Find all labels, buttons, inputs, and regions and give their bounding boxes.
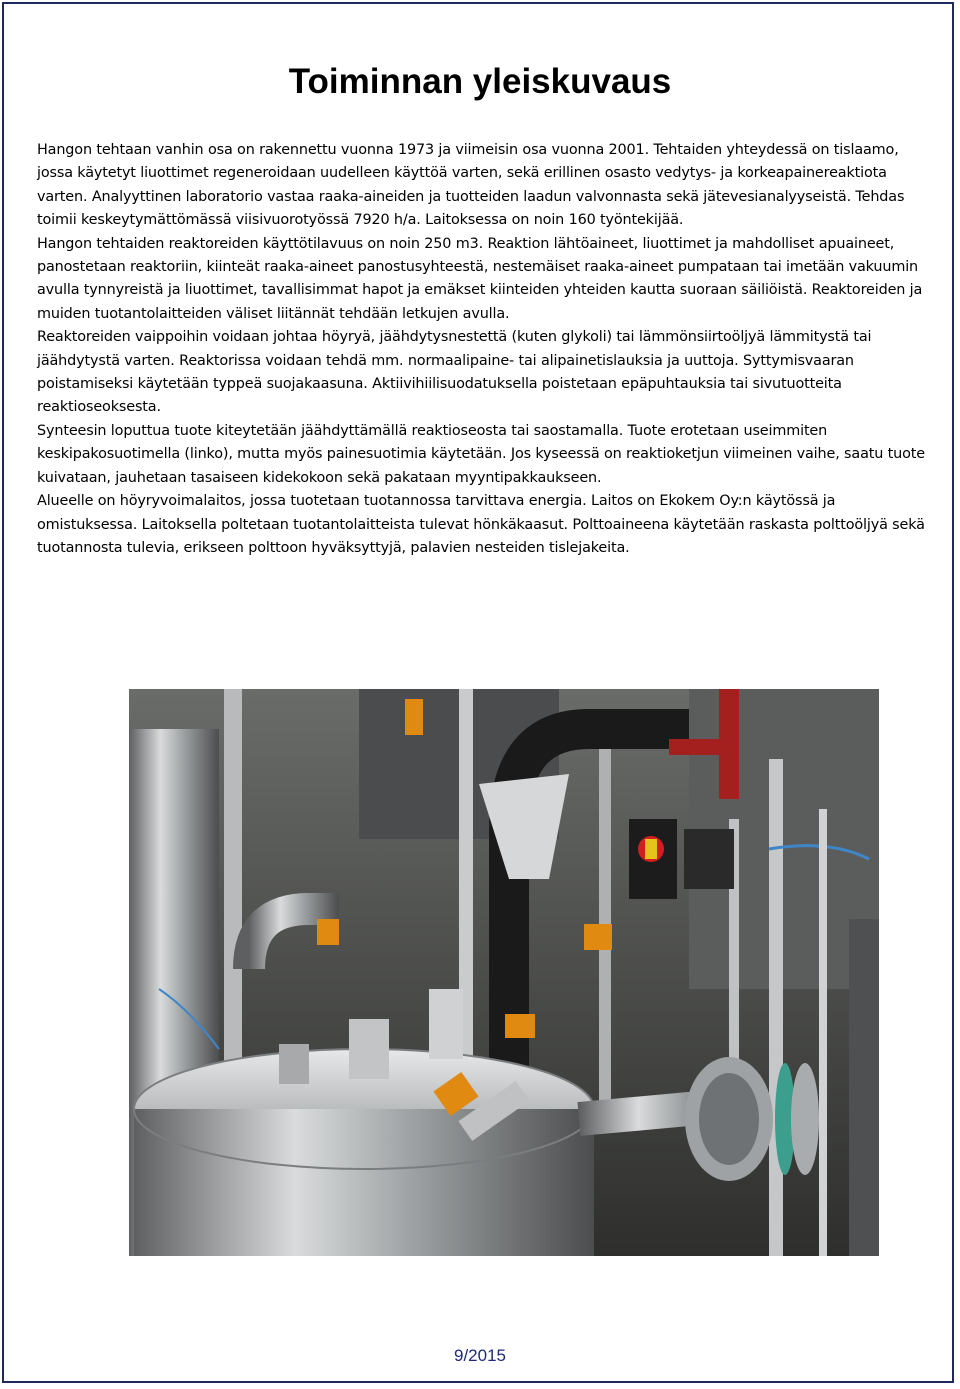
paragraph-factory: Hangon tehtaan vanhin osa on rakennettu vuonna 1973 ja viimeisin osa vuonna 2001. Tehtaiden yhteydessä on tislaamo, jossa käytetyt liuottimet regeneroidaan uudelleen käyttöä varten, sekä erillinen osasto vedytys- ja korkeapainereaktiota varten. Analyyttinen laboratorio vastaa raaka-aineiden ja tuotteiden laadun valvonnasta sekä jätevesianalyyseistä. Tehdas toimii keskeytymättömässä viisivuorotyössä 7920 h/a. Laitoksessa on noin 160 työntekijää.	[37, 142, 905, 229]
paragraph-jackets: Reaktoreiden vaippoihin voidaan johtaa höyryä, jäähdytysnestettä (kuten glykoli) tai lämmönsiirtoöljyä lämmitystä tai jäähdytystä varten. Reaktorissa voidaan tehdä mm. normaalipaine- tai alipainetislauksia ja uuttoja. Syttymisvaaran poistamiseksi käytetään typpeä suojakaasuna. Aktiivihiilisuodatuksella poistetaan epäpuhtauksia tai sivutuotteita reaktioseoksesta.	[37, 329, 872, 416]
reactor-photo	[129, 689, 879, 1256]
paragraph-synthesis: Synteesin loputtua tuote kiteytetään jäähdyttämällä reaktioseosta tai saostamalla. Tuote erotetaan useimmiten keskipakosuotimella (linko), mutta myös painesuotimia käytetään. Jos kyseessä on reaktioketjun viimeinen vaihe, saatu tuote kuivataan, jauhetaan tasaiseen kidekokoon sekä pakataan myyntipakkaukseen.	[37, 422, 925, 486]
body-text	[37, 139, 927, 560]
page-title: Toiminnan yleiskuvaus	[288, 62, 672, 101]
paragraph-reactors: Hangon tehtaiden reaktoreiden käyttötilavuus on noin 250 m3. Reaktion lähtöaineet, liuottimet ja mahdolliset apuaineet, panostetaan reaktoriin, kiinteät raaka-aineet panostusyhteestä, nestemäiset raaka-aineet pumpataan tai imetään vakuumin avulla tynnyreistä ja liuottimet, tavallisimmat hapot ja emäkset kiinteiden yhteiden kautta suoraan säiliöistä. Reaktoreiden ja muiden tuotantolaitteiden väliset liitännät tehdään letkujen avulla.	[37, 235, 923, 322]
paragraph-power-plant: Alueelle on höyryvoimalaitos, jossa tuotetaan tuotannossa tarvittava energia. Laitos on Ekokem Oy:n käytössä ja omistuksessa. Laitoksella poltetaan tuotantolaitteista tulevat hönkäkaasut. Polttoaineena käytetään raskasta polttoöljyä sekä tuotannosta tulevia, erikseen polttoon hyväksyttyjä, palavien nesteiden tislejakeita.	[37, 493, 925, 556]
page-footer: 9/2015	[454, 1346, 506, 1365]
